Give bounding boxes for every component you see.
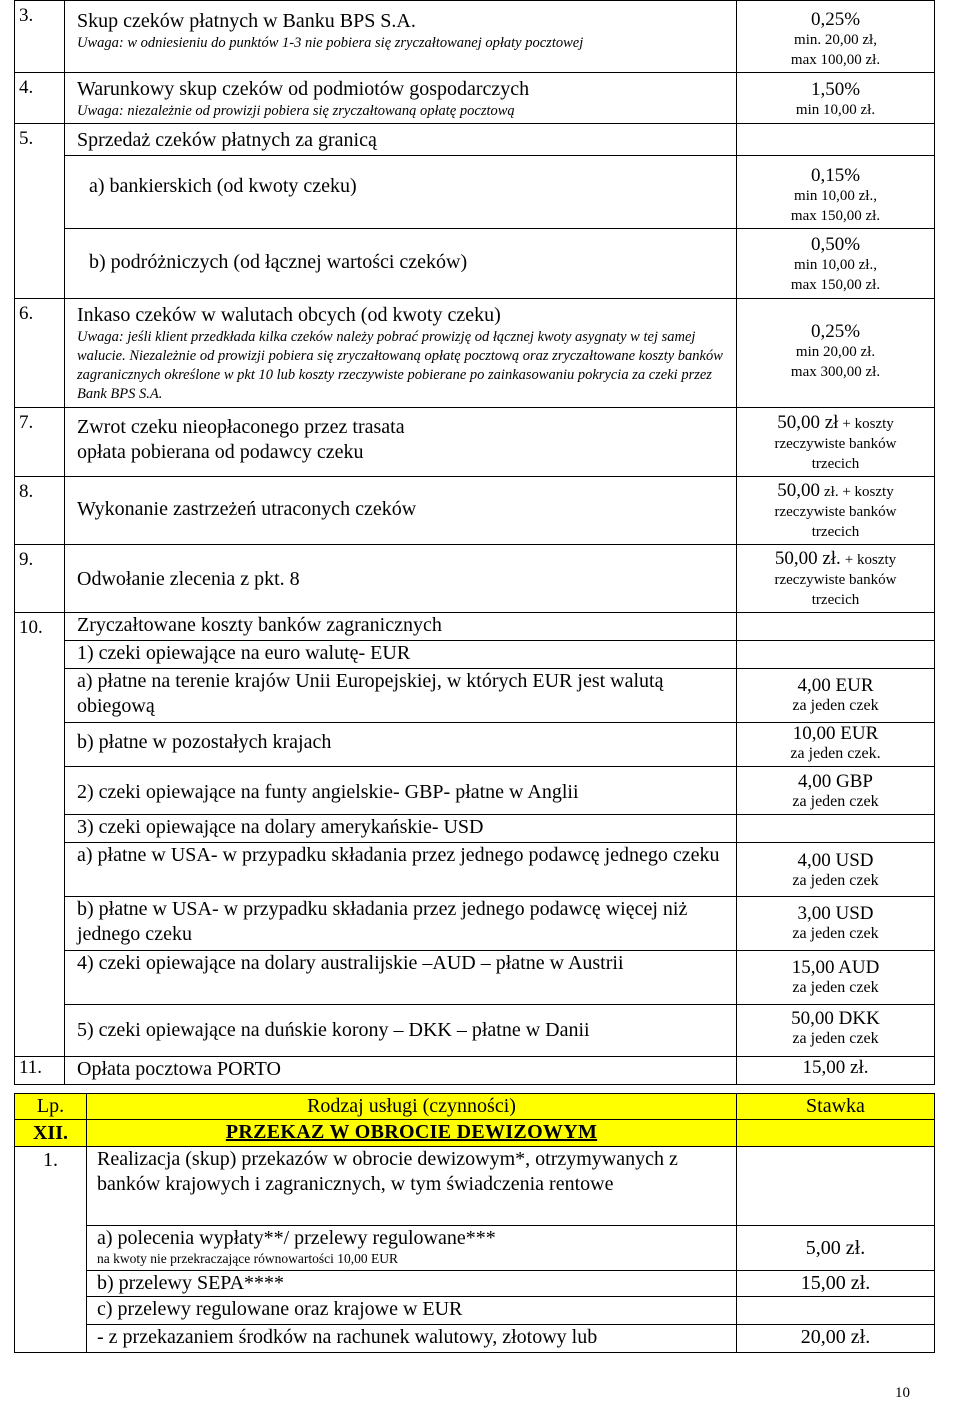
rate-amount: 50,00 zł. [774,548,841,569]
item-number: 8. [15,477,65,545]
rate-max: max 150,00 zł. [790,277,881,293]
item-title: Warunkowy skup czeków od podmiotów gospodarczych [77,78,530,100]
rate-extra: trzecich [811,524,860,540]
item-note: Uwaga: niezależnie od prowizji pobiera się zryczałtowaną opłatę pocztową [77,103,515,119]
item-title: Sprzedaż czeków płatnych za granicą [77,129,377,151]
item-subtitle: opłata pobierana od podawcy czeku [77,441,364,463]
page-number: 10 [895,1385,910,1401]
note-label: Uwaga: [77,329,124,345]
item-title: Skup czeków płatnych w Banku BPS S.A. [77,10,416,32]
sub-item-label: b) podróżniczych (od łącznej wartości czeków) [89,251,468,273]
table-row [15,1147,935,1226]
rate-extra: rzeczywiste banków [774,436,897,452]
table-row [15,669,935,723]
service-label: b) przelewy SEPA**** [87,1271,737,1297]
item-number: 5. [15,124,65,299]
item-number: 7. [15,408,65,477]
cost-label: b) płatne w pozostałych krajach [77,731,332,753]
cost-unit: za jeden czek [792,872,879,889]
cost-label: 3) czeki opiewające na dolary amerykańskie- USD [77,816,484,838]
item-note: Uwaga: w odniesieniu do punktów 1-3 nie pobiera się zryczałtowanej opłaty pocztowej [77,35,584,51]
cost-label: b) płatne w USA- w przypadku składania przez jednego podawcę więcej niż jednego czeku [77,898,688,945]
rate-extra: zł. + koszty [824,484,894,500]
table-row [15,1271,935,1297]
service-fee: 15,00 zł. [737,1271,935,1297]
table-row [15,1226,935,1271]
cost-unit: za jeden czek [792,979,879,996]
table-row [15,815,935,843]
item-title: Zwrot czeku nieopłaconego przez trasata [77,416,405,438]
cost-label: 2) czeki opiewające na funty angielskie- GBP- płatne w Anglii [77,781,579,803]
table-row [15,299,935,408]
section-header-row [15,1120,935,1147]
table-row [15,477,935,545]
table-row [15,723,935,767]
table-row [15,408,935,477]
item-title: Opłata pocztowa PORTO [77,1058,281,1080]
cost-label: a) płatne na terenie krajów Unii Europejskiej, w których EUR jest walutą obiegową [77,670,664,717]
table-header-row [15,1094,935,1120]
checks-fee-table [14,0,935,1085]
rate-amount: 50,00 zł [777,412,839,433]
rate-extra: trzecich [811,592,860,608]
item-note: jeśli klient przedkłada kilka czeków należy pobrać prowizję od łącznej kwoty asygnaty w tej samej walucie. Niezależnie od prowizji pobiera się zryczałtowaną opłatę pocztową oraz zryczałtowane koszty banków zagranicznych określone w pkt 10 lub koszty rzeczywiste pobierane po zainkasowaniu pokrycia za czeki przez Bank BPS S.A. [77,329,723,402]
foreign-transfer-fee-table [14,1093,935,1353]
cost-amount: 4,00 GBP [798,771,873,792]
rate-extra: rzeczywiste banków [774,572,897,588]
rate-amount: 15,00 zł. [802,1057,869,1078]
item-number: 11. [15,1057,65,1085]
cost-label: 5) czeki opiewające na duńskie korony – DKK – płatne w Danii [77,1019,590,1041]
table-row [15,156,935,229]
item-number: 4. [15,73,65,124]
cost-unit: za jeden czek [792,1030,879,1047]
item-title: Zryczałtowane koszty banków zagranicznych [77,614,442,636]
table-row [15,1057,935,1085]
table-row [15,229,935,299]
cost-unit: za jeden czek [792,793,879,810]
table-row [15,1,935,73]
table-row [15,1325,935,1353]
rate-percent: 0,50% [810,234,861,255]
item-number: 9. [15,545,65,613]
table-row [15,897,935,951]
cost-unit: za jeden czek [792,925,879,942]
table-row [15,767,935,815]
cost-amount: 4,00 EUR [797,675,874,696]
cost-label: a) płatne w USA- w przypadku składania przez jednego podawcę jednego czeku [77,844,720,866]
item-title: Wykonanie zastrzeżeń utraconych czeków [77,498,417,520]
cost-amount: 3,00 USD [797,903,874,924]
service-fee: 20,00 zł. [737,1325,935,1353]
rate-percent: 0,15% [810,165,861,186]
rate-percent: 0,25% [810,321,861,342]
rate-min: min 10,00 zł. [795,102,876,118]
rate-min: min 10,00 zł., [794,188,877,204]
table-row [15,641,935,669]
cost-amount: 4,00 USD [797,850,874,871]
item-number: 6. [15,299,65,408]
header-rate: Stawka [737,1094,935,1120]
cost-unit: za jeden czek. [790,745,881,762]
service-label: - z przekazaniem środków na rachunek walutowy, złotowy lub [87,1325,737,1353]
item-number: 10. [15,613,65,1057]
item-title: Odwołanie zlecenia z pkt. 8 [77,568,300,590]
rate-min: min 20,00 zł. [795,344,876,360]
cost-unit: za jeden czek [792,697,879,714]
cost-label: 4) czeki opiewające na dolary australijskie –AUD – płatne w Austrii [77,952,624,974]
section-title: PRZEKAZ W OBROCIE DEWIZOWYM [87,1120,737,1147]
table-row [15,545,935,613]
rate-min: min 10,00 zł., [794,257,877,273]
rate-extra: + koszty [842,416,894,432]
header-lp: Lp. [15,1094,87,1120]
rate-extra: rzeczywiste banków [774,504,897,520]
table-row [15,124,935,156]
rate-min: min. 20,00 zł, [794,32,877,48]
rate-max: max 150,00 zł. [790,208,881,224]
table-row [15,843,935,897]
table-row [15,1297,935,1325]
cost-label: 1) czeki opiewające na euro walutę- EUR [77,642,411,664]
sub-item-label: a) bankierskich (od kwoty czeku) [89,175,357,197]
rate-extra: + koszty [844,552,897,568]
rate-extra: trzecich [811,456,860,472]
item-number: 3. [15,1,65,73]
cost-amount: 10,00 EUR [792,723,879,744]
header-service: Rodzaj usługi (czynności) [87,1094,737,1120]
cost-amount: 50,00 DKK [791,1008,880,1029]
service-label: c) przelewy regulowane oraz krajowe w EUR [87,1297,737,1325]
service-note: na kwoty nie przekraczające równowartości 10,00 EUR [97,1251,399,1266]
rate-max: max 100,00 zł. [790,52,881,68]
row-number: 1. [15,1147,87,1353]
rate-percent: 0,25% [810,9,861,30]
service-description: Realizacja (skup) przekazów w obrocie dewizowym*, otrzymywanych z banków krajowych i zagranicznych, w tym świadczenia rentowe [87,1147,737,1226]
service-fee: 5,00 zł. [737,1226,935,1271]
table-row [15,73,935,124]
rate-percent: 1,50% [810,79,861,100]
table-row [15,613,935,641]
rate-max: max 300,00 zł. [790,364,881,380]
item-title: Inkaso czeków w walutach obcych (od kwoty czeku) [77,304,501,326]
rate-amount: 50,00 [777,480,821,501]
table-row [15,1005,935,1057]
section-number: XII. [15,1120,87,1147]
service-label: a) polecenia wypłaty**/ przelewy regulowane*** [97,1227,496,1249]
table-row [15,951,935,1005]
cost-amount: 15,00 AUD [791,957,880,978]
